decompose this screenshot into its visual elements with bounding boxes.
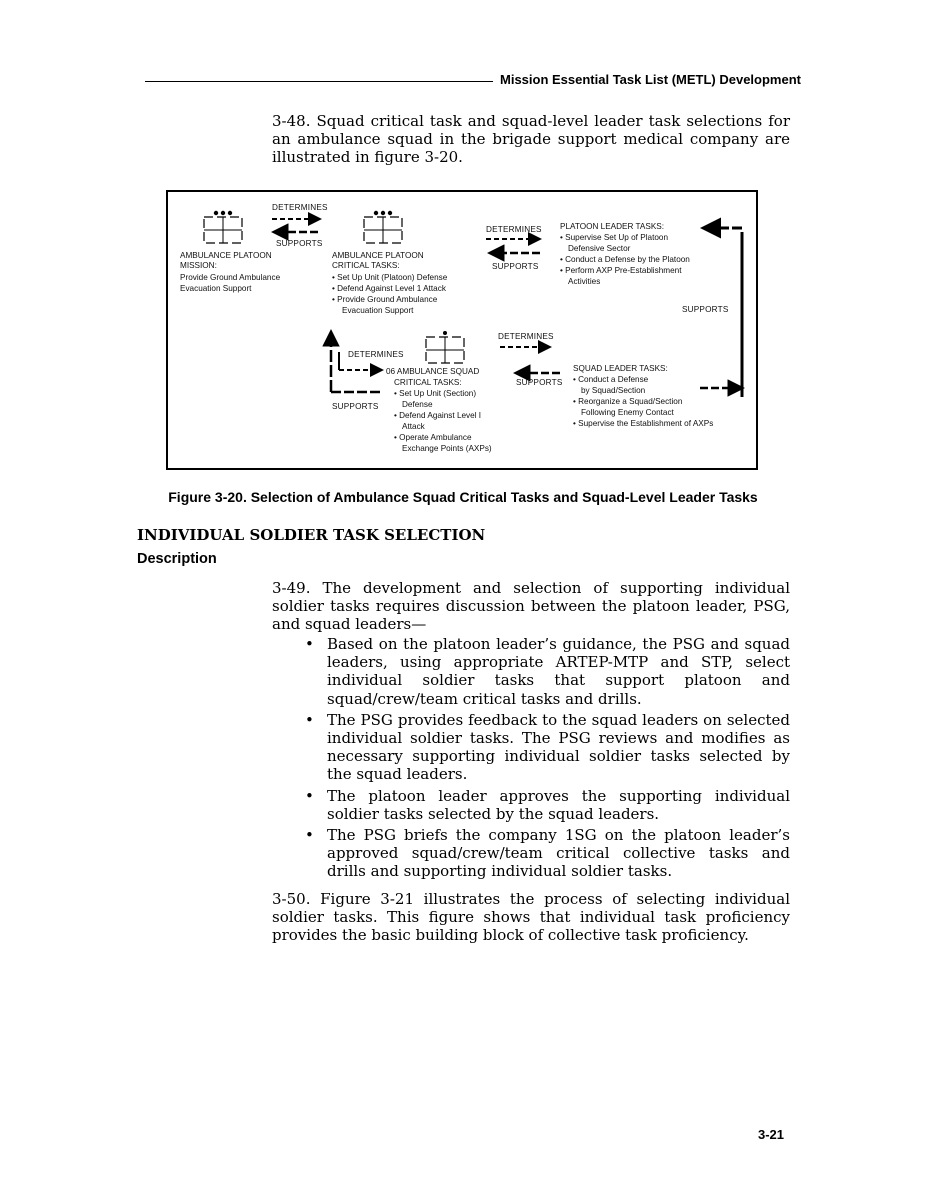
label-supports-3: SUPPORTS (682, 305, 729, 314)
figure-3-20 (166, 190, 758, 470)
platoon-critical-item: • Defend Against Level 1 Attack (332, 284, 446, 293)
squad-leader-item: • Supervise the Establishment of AXPs (573, 419, 714, 428)
platoon-critical-item: Evacuation Support (342, 306, 414, 315)
label-determines-2: DETERMINES (486, 225, 542, 234)
running-header-title: Mission Essential Task List (METL) Development (500, 72, 801, 87)
list-item (272, 826, 790, 881)
squad-critical-item: • Set Up Unit (Section) (394, 389, 477, 398)
label-determines-4: DETERMINES (348, 350, 404, 359)
list-item (272, 787, 790, 823)
bullet-dot: • (305, 826, 314, 845)
platoon-leader-title: PLATOON LEADER TASKS: (560, 222, 665, 231)
platoon-mission-title1: AMBULANCE PLATOON (180, 251, 272, 260)
squad-leader-item: • Conduct a Defense (573, 375, 649, 384)
platoon-leader-item: • Perform AXP Pre-Establishment (560, 266, 682, 275)
squad-critical-title2: CRITICAL TASKS: (394, 378, 462, 387)
bullet-dot: • (305, 635, 314, 653)
label-supports-2: SUPPORTS (492, 262, 539, 271)
paragraph-3-49: 3-49. The development and selection of supporting individual soldier tasks requires discussion between the platoon leader, PSG, and squad leaders— (272, 579, 790, 634)
figure-caption: Figure 3-20. Selection of Ambulance Squad Critical Tasks and Squad-Level Leader Tasks (168, 489, 758, 505)
bullet-dot: • (305, 710, 314, 729)
label-supports-4: SUPPORTS (332, 402, 379, 411)
label-supports-1: SUPPORTS (276, 239, 323, 248)
squad-symbol (426, 331, 464, 363)
platoon-mission-line1: Provide Ground Ambulance (180, 273, 281, 282)
platoon-critical-item: • Provide Ground Ambulance (332, 295, 438, 304)
squad-critical-item: • Operate Ambulance (394, 433, 472, 442)
platoon-critical-title2: CRITICAL TASKS: (332, 261, 400, 270)
paragraph-3-48: 3-48. Squad critical task and squad-level leader task selections for an ambulance squad in the brigade support medical company are illustrated in figure 3-20. (272, 112, 790, 167)
squad-leader-item: by Squad/Section (581, 386, 646, 395)
platoon-mission-title2: MISSION: (180, 261, 217, 270)
platoon-symbol-right (364, 211, 402, 243)
subheading-description: Description (137, 551, 217, 567)
bullet-list (272, 635, 790, 884)
platoon-mission-line2: Evacuation Support (180, 284, 252, 293)
platoon-leader-item: Defensive Sector (568, 244, 631, 253)
list-item (272, 711, 790, 784)
bullet-dot: • (305, 786, 314, 805)
squad-critical-item: Attack (402, 422, 425, 431)
platoon-leader-item: • Supervise Set Up of Platoon (560, 233, 669, 242)
squad-critical-item: • Defend Against Level I (394, 411, 482, 420)
squad-leader-item: • Reorganize a Squad/Section (573, 397, 683, 406)
squad-critical-title1: 06 AMBULANCE SQUAD (386, 367, 480, 376)
label-determines-3: DETERMINES (498, 332, 554, 341)
platoon-leader-item: Activities (568, 277, 601, 286)
bullet-text: The PSG briefs the company 1SG on the platoon leader’s approved squad/crew/team critical collective tasks and drills and supporting individual soldier tasks. (327, 826, 790, 881)
bullet-text: The platoon leader approves the supporting individual soldier tasks selected by the squad leaders. (327, 786, 790, 823)
header-rule (145, 81, 493, 82)
platoon-leader-item: • Conduct a Defense by the Platoon (560, 255, 690, 264)
platoon-critical-item: • Set Up Unit (Platoon) Defense (332, 273, 448, 282)
squad-leader-item: Following Enemy Contact (581, 408, 674, 417)
squad-leader-title: SQUAD LEADER TASKS: (573, 364, 668, 373)
squad-critical-item: Defense (402, 400, 433, 409)
list-item (272, 635, 790, 708)
paragraph-3-50: 3-50. Figure 3-21 illustrates the process of selecting individual soldier tasks. This figure shows that individual task proficiency provides the basic building block of collective task proficiency. (272, 890, 790, 945)
bullet-text: Based on the platoon leader’s guidance, the PSG and squad leaders, using appropriate ARTEP-MTP and STP, select individual soldier tasks that support platoon and squad/crew/team critical tasks and drills. (327, 635, 790, 708)
page-number: 3-21 (758, 1127, 785, 1142)
label-determines-1: DETERMINES (272, 203, 328, 212)
section-heading: INDIVIDUAL SOLDIER TASK SELECTION (137, 526, 486, 544)
bullet-text: The PSG provides feedback to the squad leaders on selected individual soldier tasks. The PSG reviews and modifies as necessary supporting individual soldier tasks selected by the squad leaders. (327, 710, 790, 784)
label-supports-5: SUPPORTS (516, 378, 563, 387)
platoon-critical-title1: AMBULANCE PLATOON (332, 251, 424, 260)
squad-critical-item: Exchange Points (AXPs) (402, 444, 492, 453)
platoon-symbol-left (204, 211, 242, 243)
